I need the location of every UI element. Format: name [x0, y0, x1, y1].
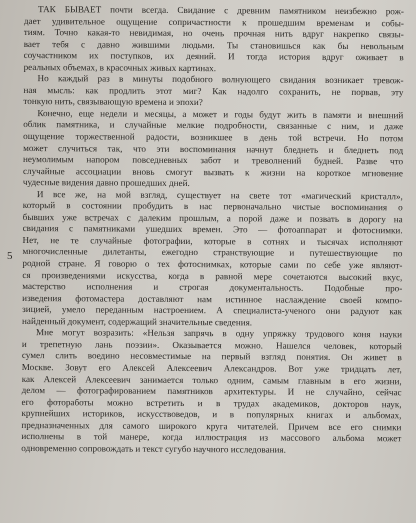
margin-page-number: 5: [7, 250, 13, 262]
text-line: чудесные видения давно прошедших дней.: [22, 177, 190, 189]
text-line: свидания с памятниками ушедших времен. Это — фотоаппарат и фотоснимки.: [22, 223, 403, 236]
text-line: ся произведениями искусства, когда в равной мере сочетаются высокий вкус,: [22, 269, 403, 282]
text-line: Но каждый раз в минуты подобного волнующего свидания возникает тревож-: [37, 73, 404, 86]
text-line: делом — фотографированием памятников архитектуры. И не случайно, сейчас: [21, 385, 402, 398]
text-line: изведения фотомастера доставляют нам истинное наслаждение своей компо-: [22, 292, 403, 305]
text-line: реальных объемах, в красочных живых картинах.: [23, 61, 217, 73]
text-line: тиям. Точно какая-то невидимая, но очень прочная нить вдруг накрепко связы-: [23, 27, 404, 40]
text-line: крупнейших историков, искусствоведов, и в популярных книгах и альбомах,: [21, 408, 402, 421]
body-text: [21, 4, 404, 457]
text-line: тонкую нить, связывающую времена и эпохи?: [23, 96, 203, 108]
text-line: Москве. Зовут его Алексей Алексеевич Александров. Вот уже тридцать лет,: [21, 361, 402, 375]
text-line: одновременно сопровождать и текст сугубо научного исследования.: [21, 442, 286, 455]
text-line: его фотоработы можно встретить и в трудах академиков, докторов наук,: [21, 396, 402, 409]
text-line: и трепетную лань поэзии». Оказывается можно. Нашелся человек, который: [21, 338, 402, 352]
text-line: вает тебя с давно жившими людьми. Ты становишься как бы невольным: [23, 38, 404, 51]
text-line: как Алексей Алексеевич занимается только одним, самым главным в его жизни,: [21, 373, 402, 386]
text-line: предназначенных для самого широкого круга читателей. Причем все его снимки: [21, 419, 402, 433]
text-line: зицией, умело переданным настроением. А специалиста-ученого они радуют как: [22, 304, 403, 317]
text-line: который в состоянии пробудить в нас первоначально чистые воспоминания о: [22, 200, 403, 213]
text-line: многочисленные дилетанты, ежегодно странствующие и путешествующие по: [22, 246, 403, 259]
text-line: соучастником их поступков, их деяний. И тогда история вдруг оживает в: [23, 50, 404, 63]
text-line: И все же, на мой взгляд, существует на свете тот «магический кристалл»,: [36, 188, 403, 202]
text-line: исполнены в той манере, когда иллюстрация из массового альбома может: [21, 431, 402, 444]
text-line: может случиться так, что эти воспоминания начнут бледнеть и бледнеть под: [23, 142, 404, 155]
text-line: Мне могут возразить: «Нельзя запрячь в одну упряжку трудового коня науки: [35, 327, 403, 340]
text-line: мастерство исполнения и строгая документальность. Подобные про-: [22, 281, 403, 294]
text-line: найденный документ, содержащий значительные сведения.: [22, 315, 253, 328]
text-line: ощущение торжественной радости, возникшее в день той встречи. Но потом: [23, 131, 404, 144]
text-line: облик памятника, и случайные мелкие подробности, связанные с ним, и даже: [23, 119, 404, 132]
text-line: случайные ассоциации вновь смогут вызвать к жизни на короткое мгновение: [22, 165, 404, 178]
text-line: Нет, не те случайные фотографии, которые в сотнях и тысячах исполняют: [22, 234, 403, 248]
text-line: Конечно, еще недели и месяцы, а может и годы будут жить в памяти и внешний: [37, 108, 404, 121]
text-line: сумел слить воедино несовместимые на первый взгляд понятия. Он живет в: [21, 350, 402, 363]
text-line: дает удивительное ощущение сопричастности к прошедшим временам и собы-: [23, 15, 404, 28]
text-line: ная мысль: как продлить этот миг? Как надолго сохранить, не порвав, эту: [23, 84, 404, 98]
text-line: ТАК БЫВАЕТ почти всегда. Свидание с древним памятником неизбежно рож-: [37, 4, 404, 17]
text-line: бывших уже встречах с далеким прошлым, а порой даже и позвать в дорогу на: [22, 211, 403, 225]
text-line: родной стране. Я говорю о тех фотоснимках, которые сами по себе уже являют-: [22, 258, 403, 271]
text-line: неумолимым напором повседневных забот и треволнений будней. Разве что: [23, 154, 404, 167]
